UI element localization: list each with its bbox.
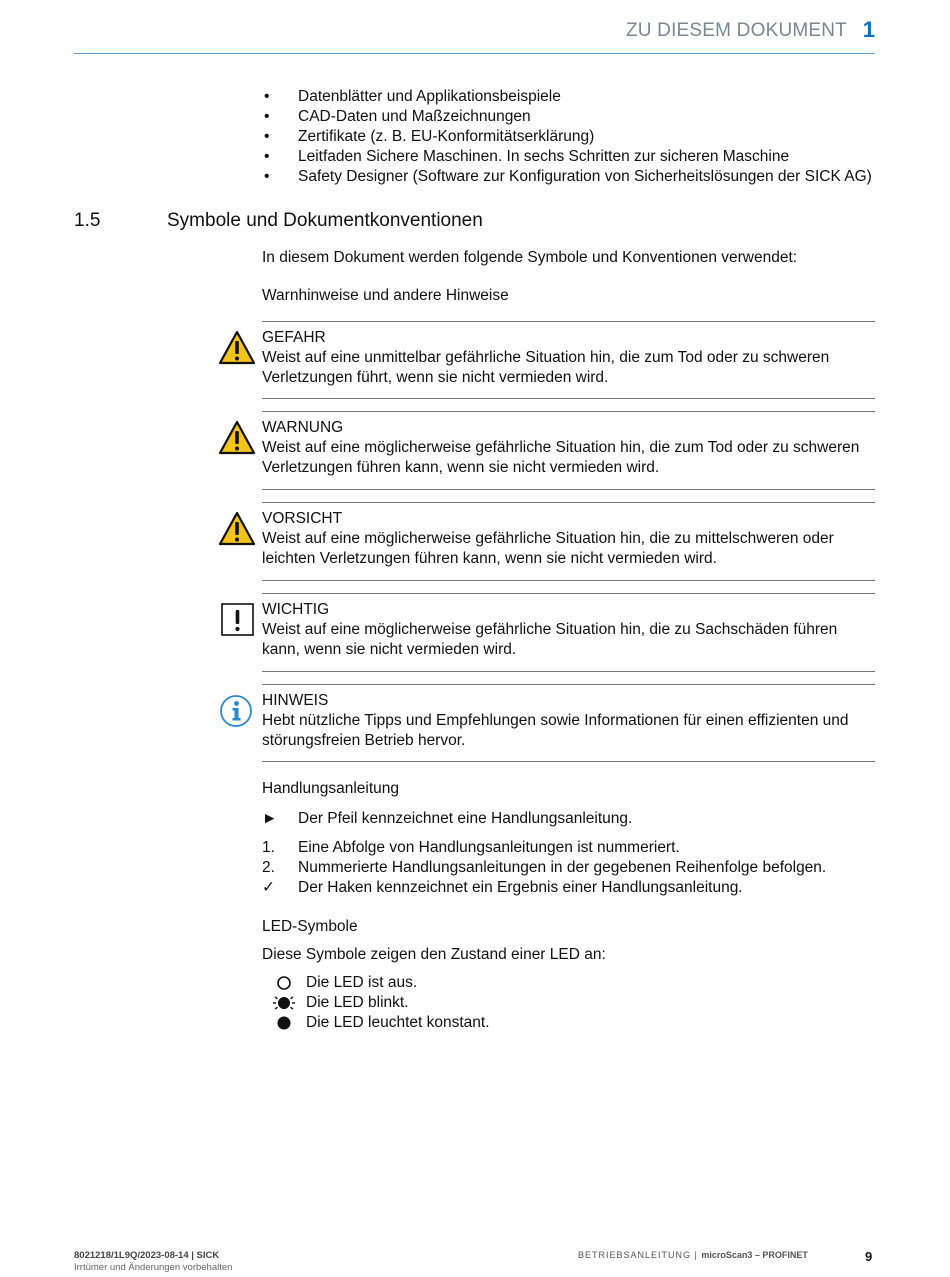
notice-text: Hebt nützliche Tipps und Empfehlungen sowie Informationen für einen effizienten und störungsfreien Betrieb hervor. [262,712,849,749]
notice-danger [262,321,875,399]
notice-info [262,684,875,762]
warning-triangle-icon [218,330,256,366]
section-title: Symbole und Dokumentkonventionen [167,210,483,231]
led-off-icon [272,975,296,991]
list-item: Die LED blinkt. [272,993,490,1013]
arrow-icon: ► [262,810,278,827]
list-item: • CAD-Daten und Maßzeichnungen [264,108,531,125]
warnings-heading: Warnhinweise und andere Hinweise [262,287,509,304]
page-number: 9 [865,1249,873,1264]
notice-warning [262,411,875,490]
notice-important [262,593,875,672]
checkmark-icon: ✓ [262,879,275,896]
list-item: Die LED ist aus. [272,973,490,993]
notice-title: VORSICHT [262,510,343,527]
footer-disclaimer: Irrtümer und Änderungen vorbehalten [74,1262,233,1273]
important-exclamation-icon [218,602,256,638]
list-item: 2. Nummerierte Handlungsanleitungen in der gegebenen Reihenfolge befolgen. [262,859,827,876]
notice-text: Weist auf eine möglicherweise gefährliche Situation hin, die zu mittelschweren oder leichten Verletzungen führen kann, wenn sie nicht vermieden wird. [262,530,834,567]
warning-triangle-icon [218,420,256,456]
chapter-number: 1 [862,17,875,42]
list-item: ✓ Der Haken kennzeichnet ein Ergebnis einer Handlungsanleitung. [262,879,743,896]
notice-text: Weist auf eine möglicherweise gefährliche Situation hin, die zu Sachschäden führen kann, wenn sie nicht vermieden wird. [262,621,838,658]
top-bullet-list [262,87,882,187]
list-item: • Safety Designer (Software zur Konfiguration von Sicherheitslösungen der SICK AG) [264,168,872,185]
chapter-title: ZU DIESEM DOKUMENT [625,20,847,41]
warning-triangle-icon [218,511,256,547]
list-item: • Leitfaden Sichere Maschinen. In sechs Schritten zur sicheren Maschine [264,148,790,165]
intro-text: In diesem Dokument werden folgende Symbole und Konventionen verwendet: [262,249,798,266]
led-on-icon [272,1015,296,1031]
notice-text: Weist auf eine möglicherweise gefährliche Situation hin, die zum Tod oder zu schweren Verletzungen führen kann, wenn sie nicht vermieden wird. [262,439,860,476]
list-item: • Datenblätter und Applikationsbeispiele [264,88,561,105]
list-item: Die LED leuchtet konstant. [272,1013,490,1033]
page-header [74,14,875,54]
instructions-heading: Handlungsanleitung [262,780,400,797]
notice-title: WICHTIG [262,601,330,618]
notice-caution [262,502,875,581]
led-heading: LED-Symbole [262,918,358,935]
footer-product: microScan3 – PROFINET [701,1250,808,1260]
led-symbol-list [272,973,490,1033]
footer-doc-info [74,1250,232,1274]
section-number: 1.5 [74,210,101,231]
notice-title: HINWEIS [262,692,329,709]
list-item: 1. Eine Abfolge von Handlungsanleitungen ist nummeriert. [262,839,680,856]
list-item: ► Der Pfeil kennzeichnet eine Handlungsanleitung. [262,810,633,827]
footer-doc-type: BETRIEBSANLEITUNG | microScan3 – PROFINET [578,1250,808,1260]
instruction-arrow-list [262,809,882,829]
notice-text: Weist auf eine unmittelbar gefährliche Situation hin, die zum Tod oder zu schweren Verletzungen führt, wenn sie nicht vermieden wird. [262,349,830,386]
instruction-numbered-list [262,838,882,898]
notice-title: GEFAHR [262,329,326,346]
led-blink-icon [272,995,296,1011]
notice-title: WARNUNG [262,419,344,436]
led-intro: Diese Symbole zeigen den Zustand einer LED an: [262,946,606,963]
list-item: • Zertifikate (z. B. EU-Konformitätserklärung) [264,128,595,145]
footer-doc-id: 8021218/1L9Q/2023-08-14 | SICK [74,1250,220,1261]
info-circle-icon [218,693,256,729]
